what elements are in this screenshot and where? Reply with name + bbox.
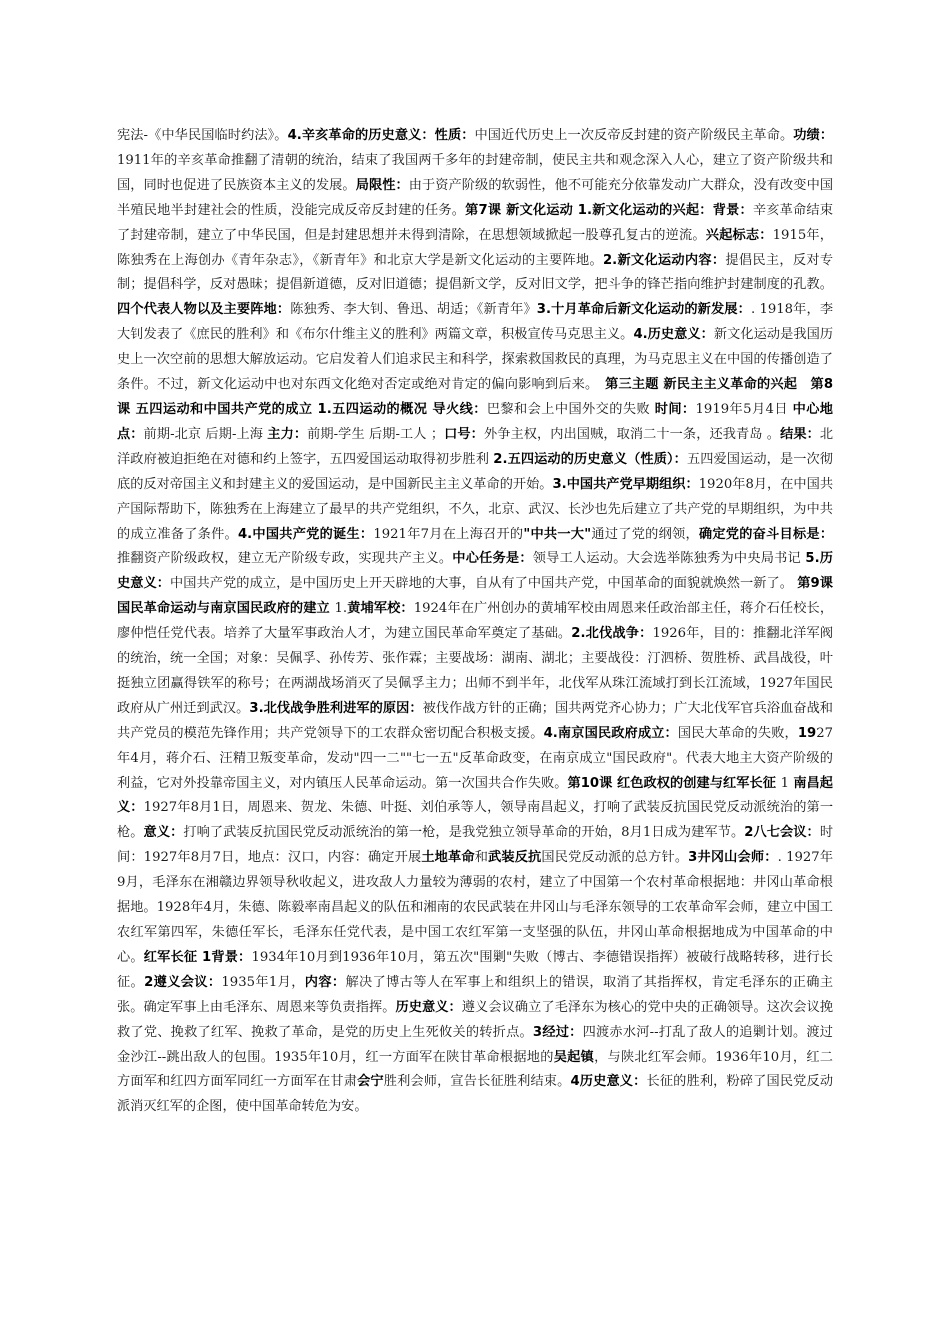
document-body-text [117,124,833,1120]
body-text-segment: 国民党反动派的总方针。 [541,850,689,866]
body-text-segment: 新文化运动是我国历史上一次空前的思想大解放运动。它启发着人们追求民主和科学，探索救国救民的真理，为马克思主义在中国的传播创造了条件。不过，新文化运动中也对东西文化绝对否定或绝对肯定的偏向影响到后来。 [117,327,834,393]
bold-heading-segment: 第10课 红色政权的创建与红军长征 [567,775,781,791]
bold-heading-segment: 内容： [304,974,346,990]
bold-heading-segment: 3.北伐战争胜利进军的原因： [249,700,423,716]
body-text-segment: 胜利会师，宣告长征胜利结束。 [383,1074,571,1090]
body-text-segment: 1920年8月，在中国共产国际帮助下，陈独秀在上海建立了最早的共产党组织，不久，北京、武汉、长沙也先后建立了共产党的早期组织，为中共的成立准备了条件。 [117,476,834,542]
body-text-segment: 由于资产阶级的软弱性，他不可能充分依靠发动广大群众，没有改变中国半殖民地半封建社会的性质，没能完成反帝反封建的任务。 [117,177,834,218]
bold-heading-segment: 2.北伐战争： [571,626,653,642]
body-text-segment: 时间：1927年8月7日，地点：汉口，内容：确定开展 [117,825,834,866]
body-text-segment: 打响了武装反抗国民党反动派统治的第一枪，是我党独立领导革命的开始，8月1日成为建军节。 [183,825,745,841]
body-text-segment: 前期-学生 后期-工人 ； [307,426,445,442]
body-text-segment: 解决了博古等人在军事上和组织上的错误，取消了其指挥权，肯定毛泽东的正确主张。确定军事上由毛泽东、周恩来等负责指挥。 [117,974,834,1015]
bold-heading-segment: 第三主题 新民主主义革命的兴起 第8课 五四运动和中国共产党的成立 1.五四运动的概况 导火线： [117,377,834,417]
body-text-segment: 中国近代历史上一次反帝反封建的资产阶级民主革命。 [474,128,794,143]
bold-heading-segment: 3.中国共产党早期组织： [552,476,699,492]
bold-heading-segment: 中心地点： [117,401,833,442]
body-text-segment: 北洋政府被迫拒绝在对德和约上签字，五四爱国运动取得初步胜利 [117,426,834,467]
bold-heading-segment: 3.十月革命后新文化运动的新发展： [536,302,751,318]
body-text-segment: 四渡赤水河--打乱了敌人的追剿计划。渡过金沙江--跳出敌人的包围。1935年10月，红一方面军在陕甘革命根据地的 [117,1024,833,1065]
bold-heading-segment: 南昌起义： [117,775,833,816]
bold-heading-segment: 4.历史意义： [633,327,714,343]
body-text-segment: 1935年1月， [221,974,305,990]
bold-heading-segment: 第7课 新文化运动 1.新文化运动的兴起：背景： [465,202,753,218]
body-text-segment: 1926年，目的：推翻北洋军阀的统治，统一全国；对象：吴佩孚、孙传芳、张作霖；主要战场：湖南、湖北；主要战役：汀泗桥、贺胜桥、武昌战役，叶挺独立团赢得铁军的称号；在两湖战场消灭了吴佩孚主力；出师不到半年，北伐军从珠江流域打到长江流域，1927年国民政府从广州迁到武汉。 [117,626,834,716]
bold-heading-segment: 2.五四运动的历史意义（性质）： [493,451,687,467]
body-text-segment: 和 [474,850,489,866]
bold-heading-segment: 功绩： [793,128,834,143]
bold-heading-segment: 4.中国共产党的诞生： [237,526,374,542]
body-text-segment: ，与陕北红军会师。1936年10月，红二方面军和红四方面军同红一方面军在甘肃 [117,1049,833,1090]
body-text-segment: 辛亥革命结束了封建帝制，建立了中华民国，但是封建思想并未得到清除，在思想领域掀起一股尊孔复古的逆流。 [117,202,834,243]
bold-heading-segment: 会宁 [357,1074,384,1090]
body-text-segment: 被伐作战方针的正确；国共两党齐心协力；广大北伐军官兵浴血奋战和共产党员的模范先锋作用；共产党领导下的工农群众密切配合积极支援。 [117,700,833,741]
bold-heading-segment: 四个代表人物以及主要阵地： [117,302,291,318]
body-text-segment: 1934年10月到1936年10月，第五次"围剿"失败（博古、李德错误指挥）被破行战略转移，进行长征。 [117,949,833,990]
body-text-segment: 1924年在广州创办的黄埔军校由周恩来任政治部主任，蒋介石任校长，廖仲恺任党代表。培养了大量军事政治人才，为建立国民革命军奠定了基础。 [117,601,834,642]
bold-heading-segment: 吴起镇 [553,1049,595,1065]
body-text-segment: 巴黎和会上中国外交的失败 [486,401,655,417]
body-text-segment: 1915年，陈独秀在上海创办《青年杂志》，《新青年》和北京大学是新文化运动的主要阵地。 [117,227,833,268]
bold-heading-segment: 意义： [143,825,184,841]
body-text-segment: 前期-北京 后期-上海 [143,426,268,442]
bold-heading-segment: 口号： [444,426,484,442]
body-text-segment: . 1927年9月，毛泽东在湘赣边界领导秋收起义，进攻敌人力量较为薄弱的农村，建立了中国第一个农村革命根据地：井冈山革命根据地。1928年4月，朱德、陈毅率南昌起义的队伍和湘南的农民武装在井冈山与毛泽东领导的工农革命军会师，建立中国工农红军第四军，朱德任军长，毛泽东任党代表，是中国工农红军第一支坚强的队伍，井冈山革命根据地成为中国革命的中心。 [117,850,834,965]
body-text-segment: 1921年7月在上海召开的 [373,526,524,542]
bold-heading-segment: 时间： [654,401,696,417]
body-text-segment: 五四爱国运动，是一次彻底的反对帝国主义和封建主义的爱国运动，是中国新民主主义革命的开始。 [117,451,833,492]
body-text-segment: 27年4月，蒋介石、汪精卫叛变革命，发动"四一二""七一五"反革命政变，在南京成立"国民政府"。代表大地主大资产阶级的利益，它对外投靠帝国主义，对内镇压人民革命运动。第一次国共合作失败。 [117,725,834,791]
body-text-segment: 1 [780,775,794,791]
bold-heading-segment: 4.南京国民政府成立： [543,725,678,741]
body-text-segment: 宪法-《中华民国临时约法》。 [117,128,288,143]
body-text-segment: 1. [334,601,348,617]
bold-heading-segment: 历史意义： [395,999,462,1015]
body-text-segment: 国民大革命的失败， [677,725,798,741]
bold-heading-segment: 19 [797,725,817,741]
bold-heading-segment: 主力： [267,426,308,442]
body-text-segment: 中国共产党的成立，是中国历史上开天辟地的大事，自从有了中国共产党，中国革命的面貌就焕然一新了。 [170,576,798,592]
body-text-segment: 长征的胜利，粉碎了国民党反动派消灭红军的企图，使中国革命转危为安。 [117,1074,834,1115]
bold-heading-segment: 4历史意义： [570,1074,647,1090]
bold-heading-segment: 2.新文化运动内容： [602,252,726,268]
bold-heading-segment: "中共一大" [523,526,592,542]
bold-heading-segment: 5.历史意义： [117,551,833,592]
bold-heading-segment: 中心任务是： [452,551,533,567]
body-text-segment: 通过了党的纲领， [591,526,699,542]
bold-heading-segment: 3井冈山会师： [688,850,778,866]
bold-heading-segment: 武装反抗 [488,850,542,866]
bold-heading-segment: 结果： [780,426,820,442]
body-text-segment: 1911年的辛亥革命推翻了清朝的统治，结束了我国两千多年的封建帝制，使民主共和观念深入人心，建立了资产阶级共和国，同时也促进了民族资本主义的发展。 [117,152,833,193]
bold-heading-segment: 兴起标志： [705,227,773,243]
bold-heading-segment: 黄埔军校： [347,601,414,617]
bold-heading-segment: 2八七会议： [744,825,820,841]
body-text-segment: 外争主权，内出国贼，取消二十一条，还我青岛 。 [483,426,781,442]
body-text-segment: . 1918年，李大钊发表了《庶民的胜利》和《布尔什维主义的胜利》两篇文章，积极宣传马克思主义。 [117,302,834,343]
body-text-segment: 1927年8月1日，周恩来、贺龙、朱德、叶挺、刘伯承等人，领导南昌起义，打响了武装反抗国民党反动派统治的第一枪。 [117,800,834,841]
bold-heading-segment: 土地革命 [421,850,475,866]
body-text-segment: 推翻资产阶级政权，建立无产阶级专政，实现共产主义。 [117,551,453,567]
bold-heading-segment: 2遵义会议： [144,974,222,990]
bold-heading-segment: 局限性： [355,177,409,193]
body-text-segment: 陈独秀、李大钊、鲁迅、胡适；《新青年》 [290,302,537,318]
body-text-segment: 提倡民主，反对专制；提倡科学，反对愚昧；提倡新道德，反对旧道德；提倡新文学，反对旧文学，把斗争的锋芒指向维护封建制度的孔教。 [117,252,834,293]
bold-heading-segment: 确定党的奋斗目标是： [698,526,834,542]
bold-heading-segment: 第9课 国民革命运动与南京国民政府的建立 [117,576,833,617]
body-text-segment: 1919年5月4日 [695,401,793,417]
bold-heading-segment: 4.辛亥革命的历史意义：性质： [287,128,475,143]
bold-heading-segment: 3经过： [532,1024,583,1040]
body-text-segment: 领导工人运动。大会选举陈独秀为中央局书记 [532,551,806,567]
body-text-segment: 遵义会议确立了毛泽东为核心的党中央的正确领导。这次会议挽救了党、挽救了红军、挽救了革命，是党的历史上生死攸关的转折点。 [117,999,834,1040]
bold-heading-segment: 红军长征 1背景： [143,949,252,965]
